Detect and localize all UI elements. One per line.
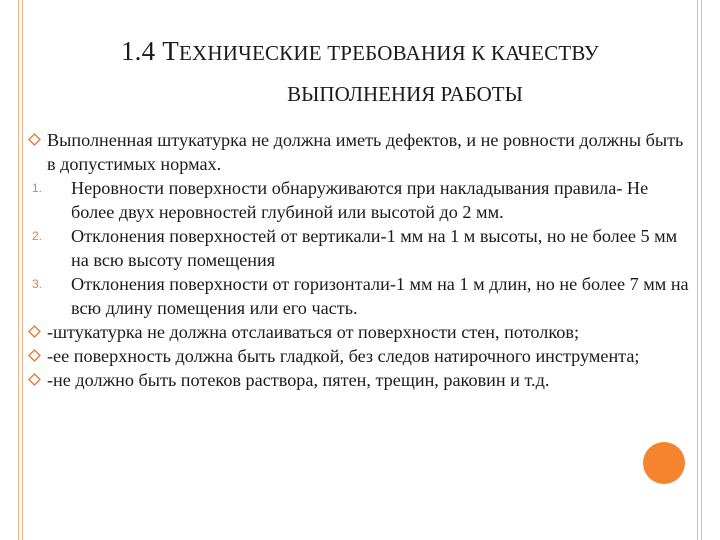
slide-title-line2: ВЫПОЛНЕНИЯ РАБОТЫ [287, 82, 523, 106]
diamond-bullet-icon [28, 325, 41, 338]
slide-frame-line-left [18, 0, 19, 540]
diamond-bullet-icon [28, 133, 41, 146]
bullet-text: Выполненная штукатурка не должна иметь дефектов, и не ровности должны быть в допустимых нормах. [47, 130, 684, 174]
diamond-bullet-icon [28, 373, 41, 386]
slide-title-rest: ЕХНИЧЕСКИЕ ТРЕБОВАНИЯ К КАЧЕСТВУ [178, 41, 600, 65]
bullet-item [28, 344, 690, 368]
slide-frame-line-left-inner [22, 0, 23, 540]
bullet-item [28, 128, 690, 176]
numbered-item [28, 272, 690, 320]
numbered-text: Отклонения поверхности от горизонтали-1 мм на 1 м длин, но не более 7 мм на всю длину помещения или его часть. [71, 274, 689, 318]
number-label: 1. [32, 181, 43, 195]
diamond-bullet-icon [28, 349, 41, 362]
number-label: 3. [32, 277, 43, 291]
bullet-item [28, 368, 690, 392]
decorative-orange-circle [643, 442, 685, 484]
bullet-text: -ее поверхность должна быть гладкой, без следов натирочного инструмента; [47, 346, 640, 366]
bullet-text: -штукатурка не должна отслаиваться от поверхности стен, потолков; [47, 322, 579, 342]
bullet-text: -не должно быть потеков раствора, пятен, трещин, раковин и т.д. [47, 370, 550, 390]
slide-title-lead: 1.4 Т [120, 36, 179, 66]
number-label: 2. [32, 229, 43, 243]
slide-title [0, 36, 720, 67]
numbered-item [28, 224, 690, 272]
bullet-item [28, 320, 690, 344]
numbered-item [28, 176, 690, 224]
numbered-text: Отклонения поверхностей от вертикали-1 мм на 1 м высоты, но не более 5 мм на всю высоту помещения [71, 226, 678, 270]
slide-content [28, 128, 690, 392]
slide-frame-line-right [701, 0, 702, 540]
slide-frame-line-right-inner [697, 0, 698, 540]
numbered-text: Неровности поверхности обнаруживаются при накладывания правила- Не более двух неровностей глубиной или высотой до 2 мм. [71, 178, 649, 222]
